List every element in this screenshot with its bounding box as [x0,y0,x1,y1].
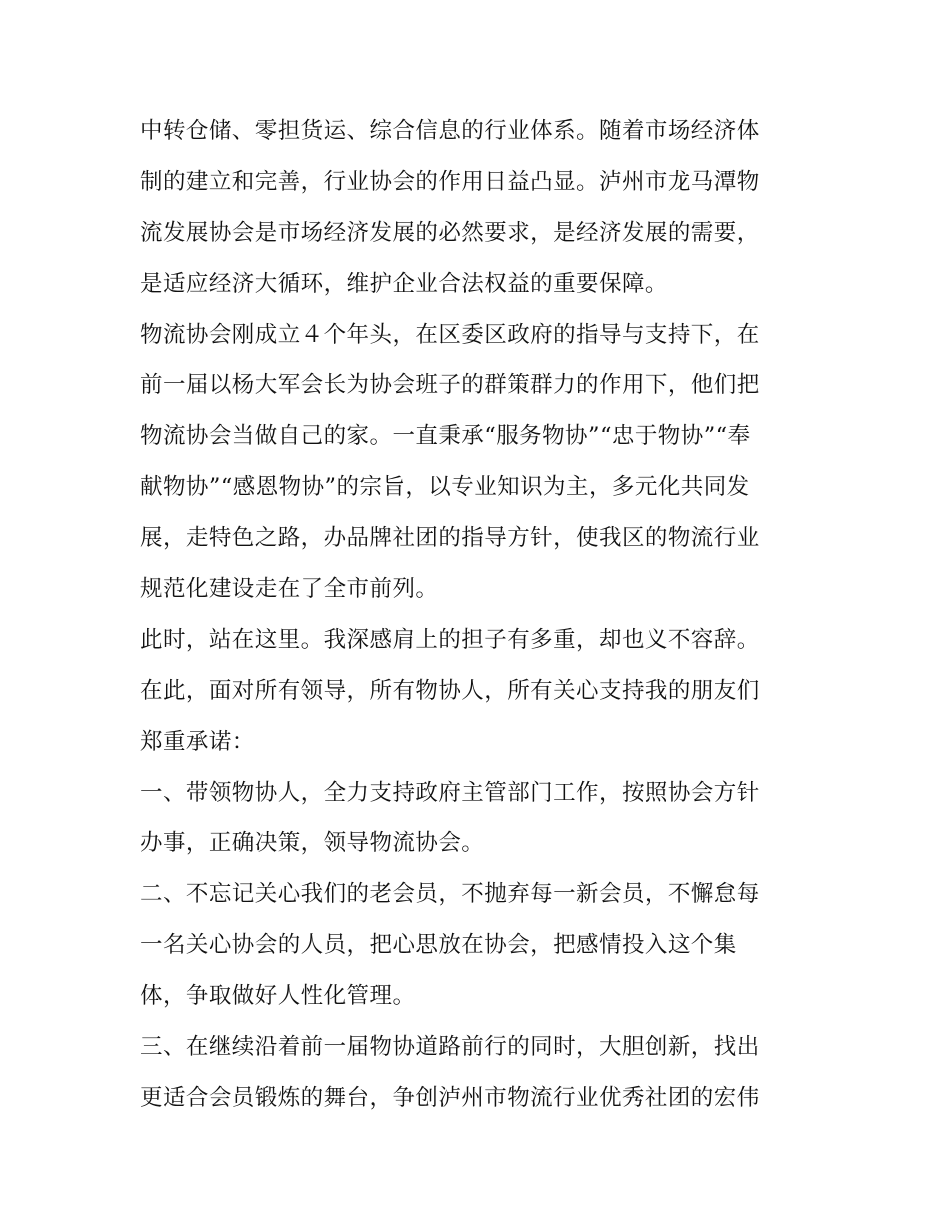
text-line: 物流协会当做自己的家。一直秉承“服务物协”“忠于物协”“奉 [140,423,751,450]
text-line: 此时，站在这里。我深感肩上的担子有多重，却也义不容辞。 [140,626,760,653]
text-line: 物流协会刚成立４个年头，在区委区政府的指导与支持下，在 [140,321,760,348]
text-line: 献物协”“感恩物协”的宗旨，以专业知识为主，多元化共同发 [140,474,750,501]
text-line: 规范化建设走在了全市前列。 [140,576,439,603]
paragraph-commitment-three [140,1022,812,1124]
text-line: 流发展协会是市场经济发展的必然要求，是经济发展的需要， [140,219,760,246]
text-line: 在此，面对所有领导，所有物协人，所有关心支持我的朋友们 [140,677,760,704]
text-line: 前一届以杨大军会长为协会班子的群策群力的作用下，他们把 [140,372,760,399]
text-line: 展，走特色之路，办品牌社团的指导方针，使我区的物流行业 [140,525,760,552]
text-line: 郑重承诺： [140,728,255,755]
text-line: 更适合会员锻炼的舞台，争创泸州市物流行业优秀社团的宏伟 [140,1084,760,1111]
text-line: 是适应经济大循环，维护企业合法权益的重要保障。 [140,270,668,297]
paragraph-commitment-two [140,869,812,1022]
text-line: 三、在继续沿着前一届物协道路前行的同时，大胆创新，找出 [140,1034,760,1061]
text-line: 制的建立和完善，行业协会的作用日益凸显。泸州市龙马潭物 [140,168,760,195]
text-line: 中转仓储、零担货运、综合信息的行业体系。随着市场经济体 [140,118,760,144]
text-line: 办事，正确决策，领导物流协会。 [140,830,485,857]
paragraph-commitment-intro [140,666,812,768]
paragraph-commitment-one [140,768,812,870]
paragraph-responsibility [140,615,812,666]
paragraph-association-history [140,310,812,615]
text-line: 一名关心协会的人员，把心思放在协会，把感情投入这个集 [140,932,737,959]
text-line: 一、带领物协人，全力支持政府主管部门工作，按照协会方针 [140,779,760,806]
text-line: 二、不忘记关心我们的老会员，不抛弃每一新会员，不懈怠每 [140,881,760,908]
paragraph-industry-system [140,106,812,310]
document-body [140,106,812,1124]
text-line: 体，争取做好人性化管理。 [140,983,416,1010]
